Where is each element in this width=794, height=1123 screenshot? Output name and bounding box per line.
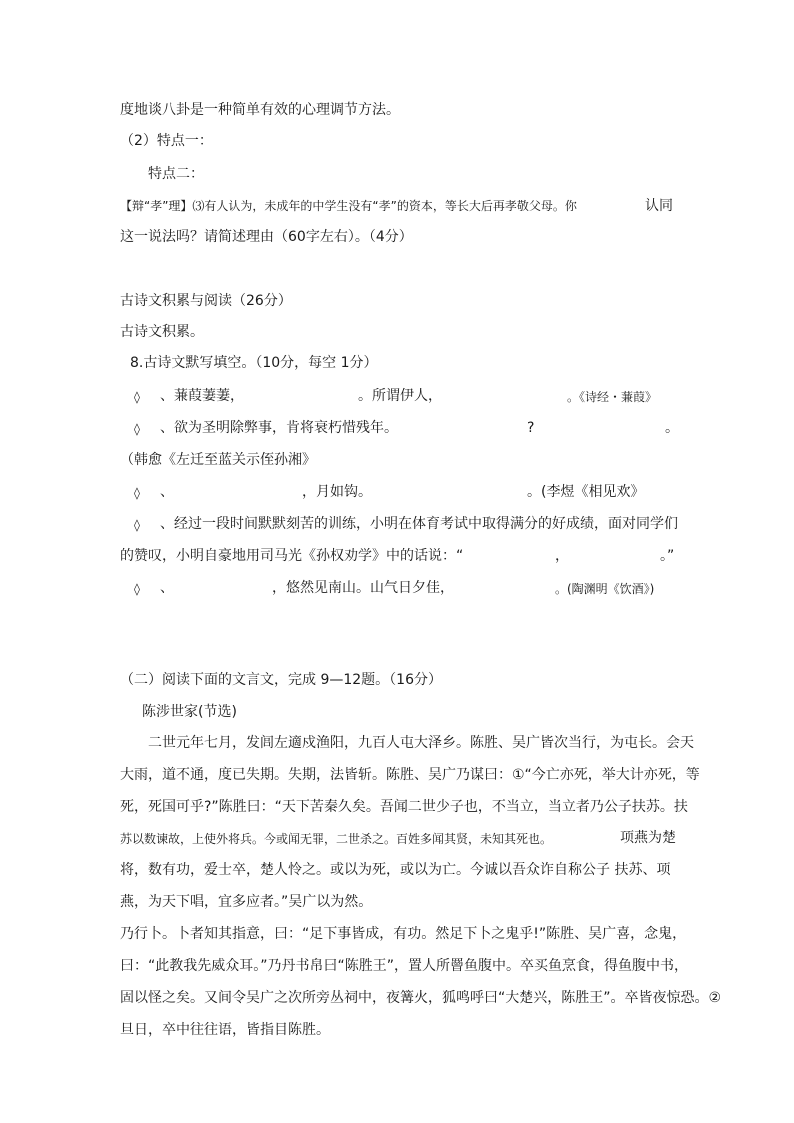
passage-line: 燕，为天下唱，宜多应者。”吴广以为然。: [120, 894, 373, 910]
bullet: ◊: [134, 518, 140, 532]
fill-blank-text: 的赞叹，小明自豪地用司马光《孙权劝学》中的话说：“: [120, 548, 464, 564]
text-line: 度地谈八卦是一种简单有效的心理调节方法。: [120, 102, 400, 118]
question-text: 【辩“孝”理】⑶有人认为，未成年的中学生没有“孝”的资本，等长大后再孝敬父母。你: [120, 199, 577, 213]
passage-line: 旦日，卒中往往语，皆指目陈胜。: [120, 1022, 330, 1038]
reading-heading: （二）阅读下面的文言文，完成 9—12题。（16分）: [120, 672, 442, 688]
section-heading: 古诗文积累与阅读（26分）: [120, 293, 292, 309]
bullet: ◊: [134, 486, 140, 500]
bullet: ◊: [134, 390, 140, 404]
fill-blank-text: 、经过一段时间默默刻苦的训练，小明在体育考试中取得满分的好成绩，面对同学们: [160, 516, 678, 532]
fill-blank-text: ?: [527, 420, 535, 436]
question-heading: 8.古诗文默写填空。（10分，每空 1分）: [130, 355, 378, 371]
fill-blank-text: 、: [160, 484, 174, 500]
fill-blank-text: 。所谓伊人，: [358, 388, 442, 404]
passage-line: 苏以数谏故，上使外将兵。今或闻无罪，二世杀之。百姓多闻其贤，未知其死也。: [120, 832, 553, 846]
passage-line: 曰：“此教我先威众耳。”乃丹书帛曰“陈胜王”，置人所罾鱼腹中。卒买鱼烹食，得鱼腹中书，: [120, 958, 689, 974]
fill-blank-text: 。”: [660, 548, 675, 564]
answer-label-2: 特点二：: [148, 166, 204, 182]
source-citation: 。《诗经・蒹葭》: [567, 390, 658, 404]
passage-line: 乃行卜。卜者知其指意，曰：“足下事皆成，有功。然足下卜之鬼乎!”陈胜、吴广喜，念鬼，: [120, 926, 687, 942]
subsection-heading: 古诗文积累。: [120, 324, 204, 340]
fill-blank-text: 、蒹葭萋萋，: [160, 388, 244, 404]
passage-line: 固以怪之矣。又间令吴广之次所旁丛祠中，夜篝火，狐鸣呼曰“大楚兴，陈胜王”。卒皆夜惊恐。②: [120, 990, 722, 1006]
fill-blank-text: ，月如钩。: [302, 484, 372, 500]
question-text: 认同: [645, 198, 673, 214]
fill-blank-text: 、: [160, 580, 174, 596]
source-citation: （韩愈《左迁至蓝关示侄孙湘》: [120, 452, 316, 468]
passage-line: 死，死国可乎?”陈胜曰：“天下苦秦久矣。吾闻二世少子也，不当立，当立者乃公子扶苏。扶: [120, 799, 688, 815]
passage-line: 项燕为楚: [620, 830, 676, 846]
fill-blank-text: 。: [665, 420, 679, 436]
fill-blank-text: ，: [555, 548, 569, 564]
source-citation: 。(李煜《相见欢》: [527, 484, 645, 500]
bullet: ◊: [134, 422, 140, 436]
fill-blank-text: 、欲为圣明除弊事，肯将衰朽惜残年。: [160, 420, 398, 436]
question-text: 这一说法吗？请简述理由（60字左右）。（4分）: [120, 229, 413, 245]
passage-line: 二世元年七月，发闾左適戍渔阳，九百人屯大泽乡。陈胜、吴广皆次当行，为屯长。会天: [148, 735, 694, 751]
source-citation: 。(陶渊明《饮酒》): [555, 582, 655, 596]
passage-title: 陈涉世家(节选): [142, 704, 237, 720]
answer-label-1: （2）特点一：: [120, 133, 213, 149]
passage-line: 大雨，道不通，度已失期。失期，法皆斩。陈胜、吴广乃谋曰：①“今亡亦死，举大计亦死，等: [120, 767, 700, 783]
fill-blank-text: ，悠然见南山。山气日夕佳，: [272, 580, 454, 596]
bullet: ◊: [134, 582, 140, 596]
passage-line: 将，数有功，爱士卒，楚人怜之。或以为死，或以为亡。今诚以吾众诈自称公子 扶苏、项: [120, 862, 671, 878]
